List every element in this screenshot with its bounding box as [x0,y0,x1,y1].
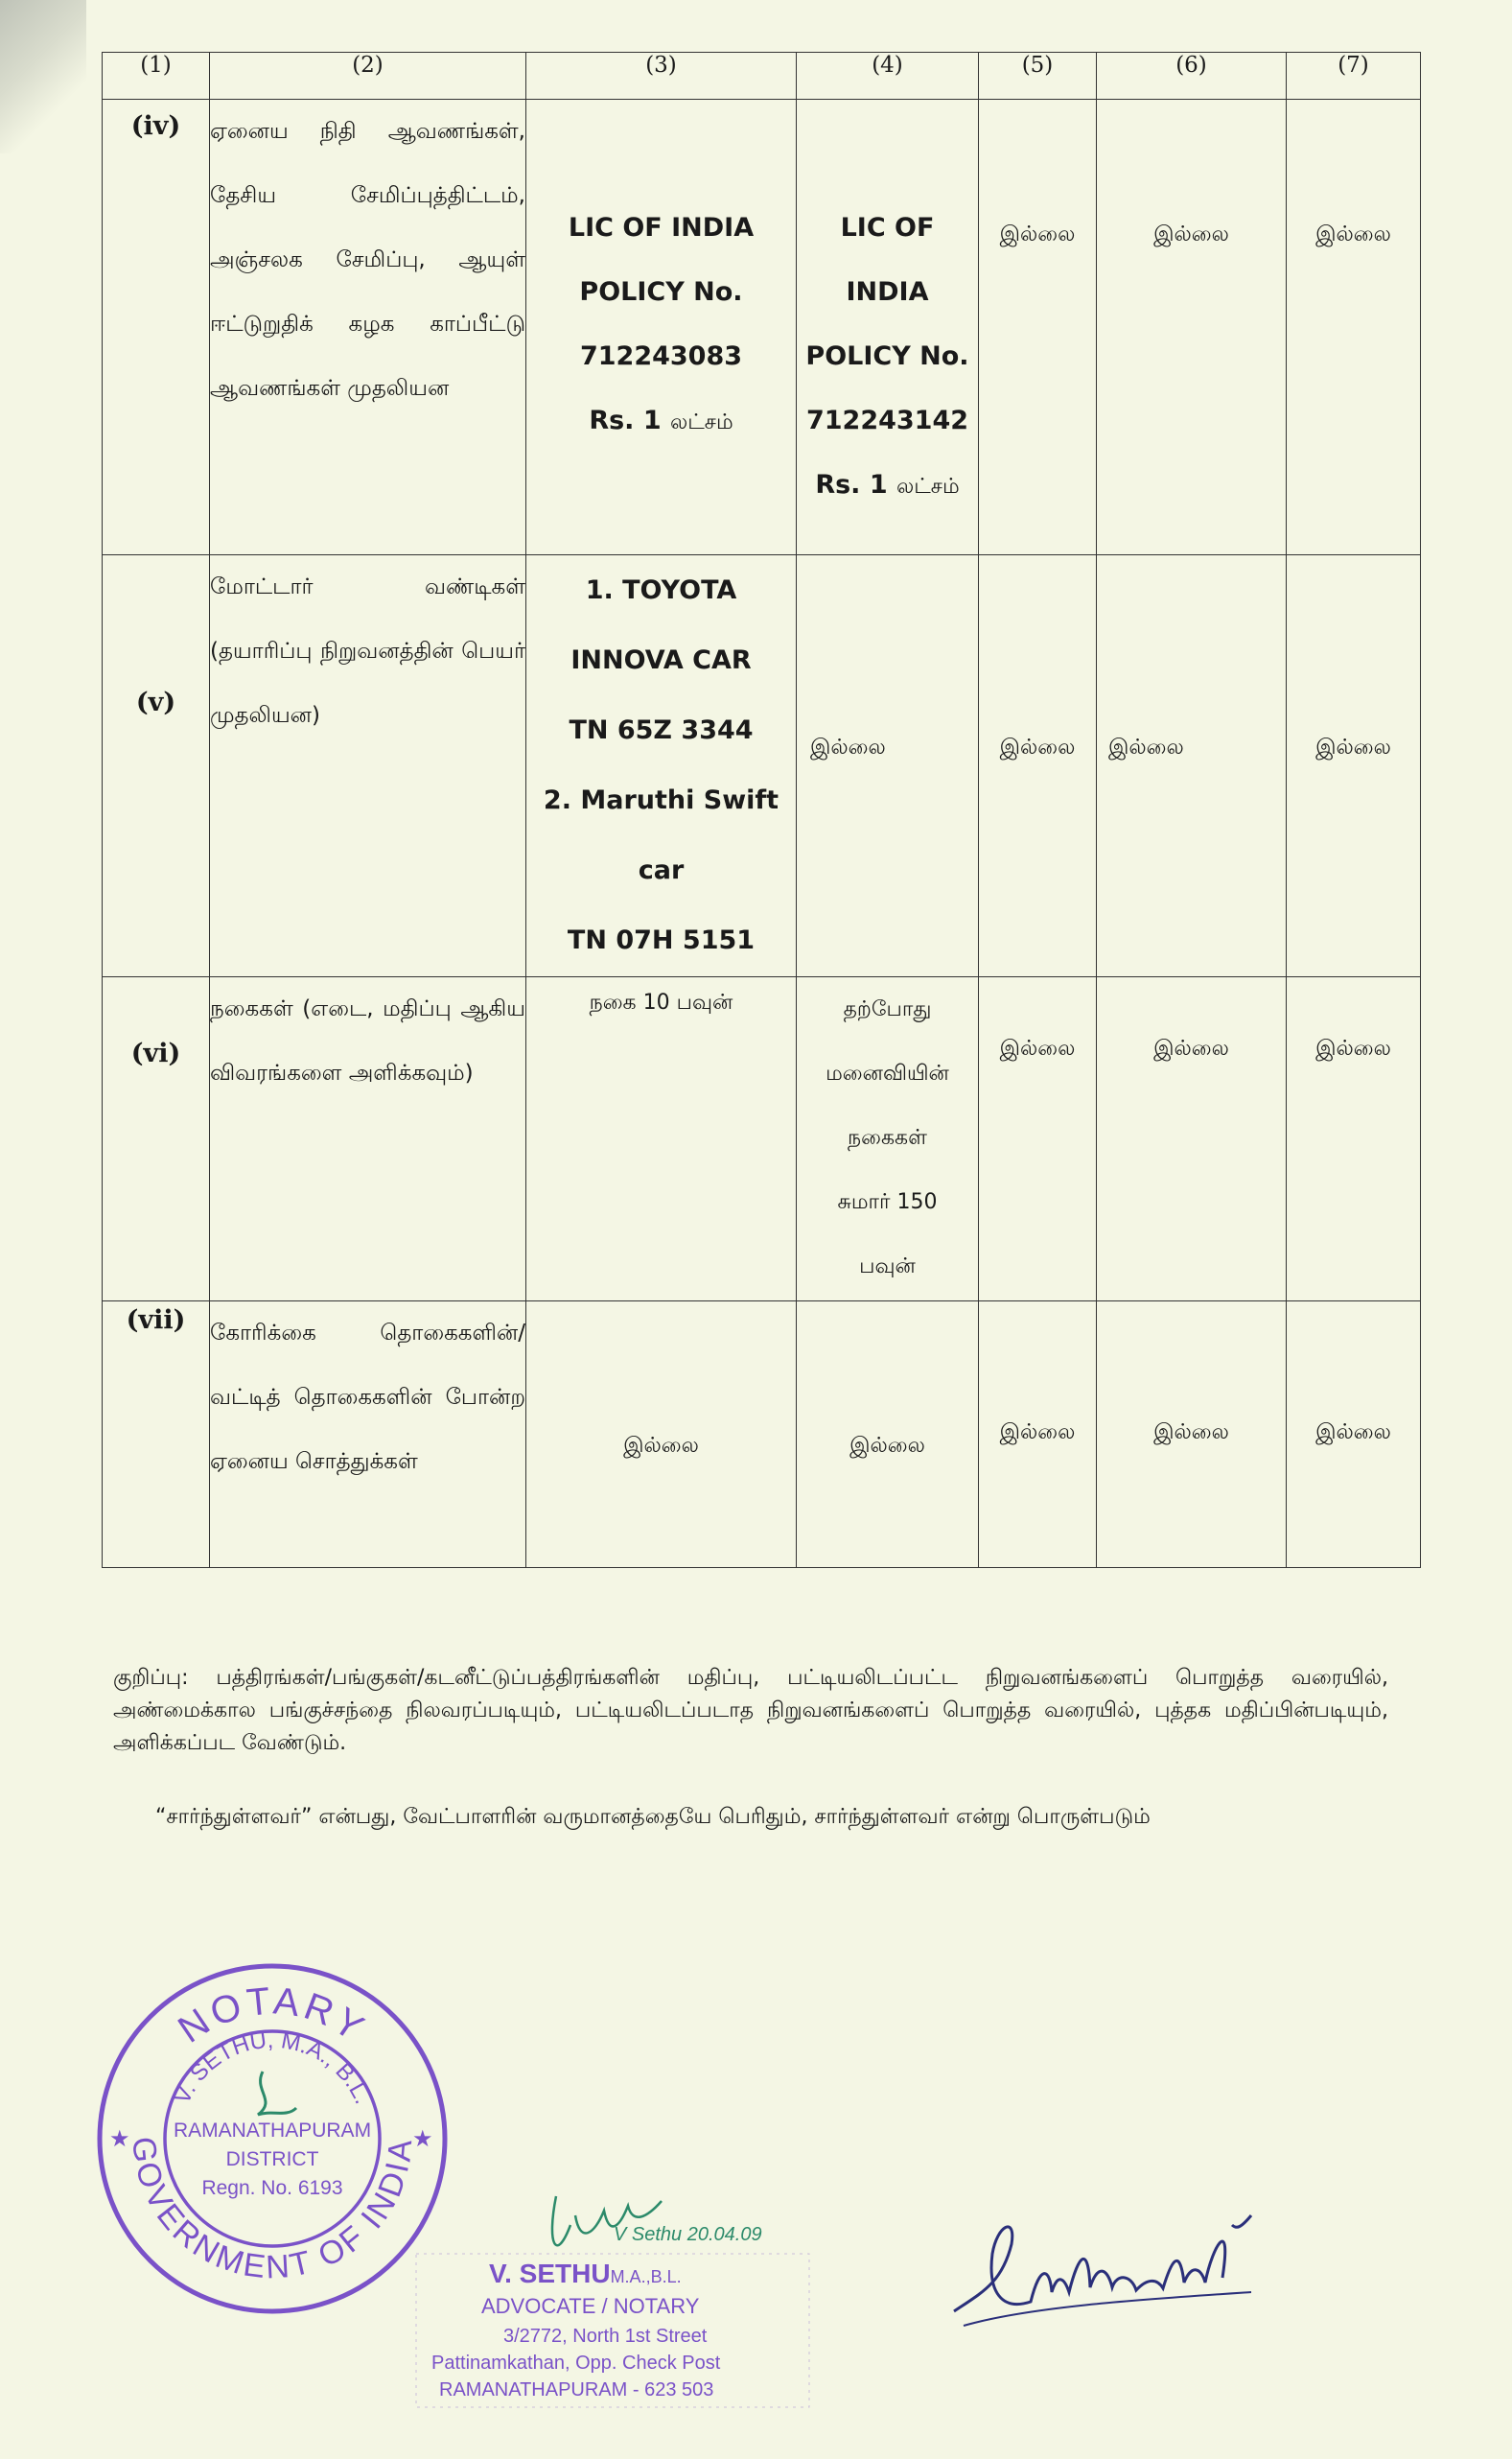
col-header-2: (2) [210,53,526,100]
table-row [103,977,1421,1301]
row-col3: இல்லை [526,1301,797,1568]
seal-star-icon: ★ [109,2125,130,2152]
seal-name-text: V. SETHU, M.A., B.L. [169,2026,376,2108]
col-header-1: (1) [103,53,210,100]
row-col5: இல்லை [979,100,1097,555]
policy-number: 712243083 [579,341,743,371]
col-header-4: (4) [797,53,979,100]
vehicle-line: TN 65Z 3344 [569,715,754,745]
row-col7: இல்லை [1287,977,1421,1301]
row-col3 [526,555,797,977]
stamp-address-line: Pattinamkathan, Opp. Check Post [431,2353,721,2374]
jewel-line: சுமார் 150 [837,1190,938,1214]
row-description: நகைகள் (எடை, மதிப்பு ஆகிய விவரங்களை அளிக்கவும்) [210,977,526,1301]
row-description: மோட்டார் வண்டிகள் (தயாரிப்பு நிறுவனத்தின் பெயர் முதலியன) [210,555,526,977]
policy-line: POLICY No. [579,277,743,307]
advocate-stamp [412,2158,815,2436]
stamp-name: V. SETHUM.A.,B.L. [489,2259,682,2288]
seal-bottom-text: GOVERNMENT OF INDIA [125,2135,420,2286]
row-col5: இல்லை [979,555,1097,977]
policy-amount: Rs. 1 லட்சம் [589,406,733,435]
policy-number: 712243142 [805,406,969,435]
dependent-definition-note: “சார்ந்துள்ளவர்” என்பது, வேட்பாளரின் வருமானத்தையே பெரிதும், சார்ந்துள்ளவர் என்று பொருள்படும் [155,1805,1151,1829]
stamp-address-line: RAMANATHAPURAM - 623 503 [439,2379,714,2400]
row-col6: இல்லை [1097,555,1287,977]
row-col3: நகை 10 பவுன் [526,977,797,1301]
candidate-signature [944,2187,1290,2340]
seal-initial-signature [258,2072,296,2115]
stamp-title: ADVOCATE / NOTARY [481,2294,700,2318]
row-index: (vi) [103,977,210,1301]
row-col5: இல்லை [979,1301,1097,1568]
seal-star-icon: ★ [412,2125,433,2152]
policy-amount: Rs. 1 லட்சம் [815,470,960,500]
policy-line: POLICY No. [805,341,969,371]
vehicle-line: 2. Maruthi Swift [543,785,779,815]
jewel-line: பவுன் [859,1254,916,1278]
row-index: (vii) [103,1301,210,1568]
vehicle-line: TN 07H 5151 [567,925,756,955]
jewel-line: மனைவியின் [826,1062,949,1086]
stamp-address-line: 3/2772, North 1st Street [503,2326,708,2347]
row-col4: இல்லை [797,555,979,977]
table-row [103,1301,1421,1568]
policy-line: LIC OF [840,213,935,243]
vehicle-line: car [638,855,685,885]
jewel-line: தற்போது [843,997,932,1021]
seal-line2: DISTRICT [225,2148,319,2170]
col-header-5: (5) [979,53,1097,100]
row-col4: இல்லை [797,1301,979,1568]
column-number-row [103,53,1421,100]
row-col3 [526,100,797,555]
col-header-6: (6) [1097,53,1287,100]
table-row [103,555,1421,977]
row-col7: இல்லை [1287,555,1421,977]
col-header-7: (7) [1287,53,1421,100]
assets-table [102,52,1421,1568]
row-index: (iv) [103,100,210,555]
row-col5: இல்லை [979,977,1097,1301]
row-col6: இல்லை [1097,100,1287,555]
row-description: கோரிக்கை தொகைகளின்/வட்டித் தொகைகளின் போன்ற ஏனைய சொத்துக்கள் [210,1301,526,1568]
notary-seal [90,1956,454,2321]
row-col4 [797,977,979,1301]
table-row [103,100,1421,555]
col-header-3: (3) [526,53,797,100]
row-index: (v) [103,555,210,977]
vehicle-line: INNOVA CAR [570,645,752,675]
jewel-line: நகைகள் [848,1126,927,1150]
seal-top-text: NOTARY [171,1979,375,2051]
row-col6: இல்லை [1097,977,1287,1301]
seal-line1: RAMANATHAPURAM [173,2119,372,2142]
row-col7: இல்லை [1287,1301,1421,1568]
row-col4 [797,100,979,555]
row-col6: இல்லை [1097,1301,1287,1568]
policy-line: INDIA [846,277,929,307]
valuation-note: குறிப்பு: பத்திரங்கள்/பங்குகள்/கடனீட்டுப்பத்திரங்களின் மதிப்பு, பட்டியலிடப்பட்ட நிறுவனங்களைப் பொறுத்த வரையில், அண்மைக்கால பங்குச்சந்தை நிலவரப்படியும், பட்டியலிடப்படாத நிறுவனங்களைப் பொறுத்த வரையில், புத்தக மதிப்பின்படியும், அளிக்கப்பட வேண்டும். [113,1666,1388,1755]
seal-line3: Regn. No. 6193 [201,2177,343,2199]
scan-corner-shadow [0,0,86,153]
handwritten-date: V Sethu 20.04.09 [614,2224,762,2245]
row-col7: இல்லை [1287,100,1421,555]
policy-line: LIC OF INDIA [568,213,755,243]
vehicle-line: 1. TOYOTA [585,575,737,605]
row-description: ஏனைய நிதி ஆவணங்கள், தேசிய சேமிப்புத்திட்டம், அஞ்சலக சேமிப்பு, ஆயுள் ஈட்டுறுதிக் கழக காப்பீட்டு ஆவணங்கள் முதலியன [210,100,526,555]
